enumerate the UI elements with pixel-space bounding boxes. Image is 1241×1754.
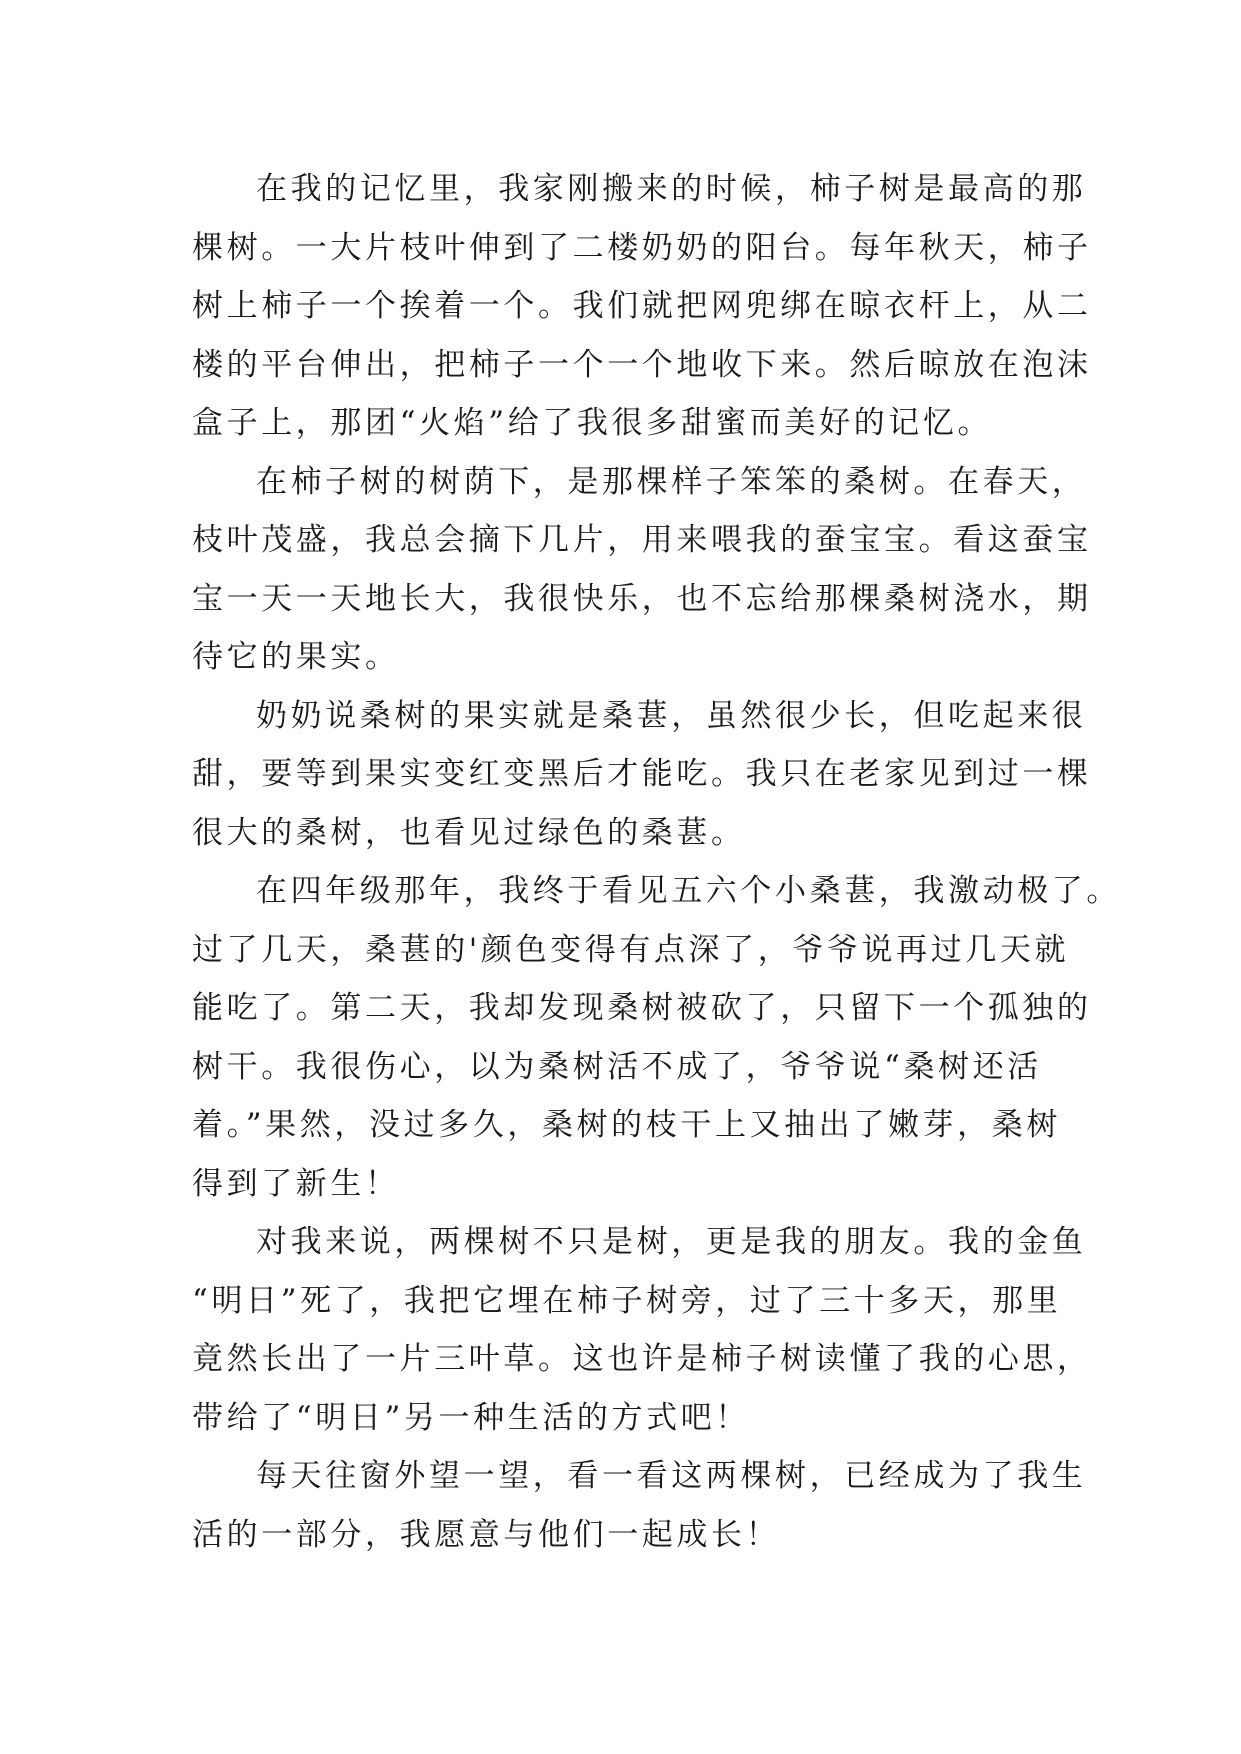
- text-line: 枝叶茂盛，我总会摘下几片，用来喂我的蚕宝宝。看这蚕宝: [192, 522, 1092, 558]
- paragraph-4: [192, 862, 1121, 1213]
- text-line: “明日”死了，我把它埋在柿子树旁，过了三十多天，那里: [192, 1282, 1062, 1319]
- text-line: 甜，要等到果实变红变黑后才能吃。我只在老家见到过一棵: [192, 756, 1092, 792]
- text-line: 棵树。一大片枝叶伸到了二楼奶奶的阳台。每年秋天，柿子: [192, 229, 1092, 266]
- paragraph-1: [192, 160, 1092, 453]
- text-line: 在柿子树的树荫下，是那棵样子笨笨的桑树。在春天，: [256, 463, 1087, 500]
- paragraph-2: [192, 453, 1092, 687]
- text-line: 盒子上，那团“火焰”给了我很多甜蜜而美好的记忆。: [192, 405, 993, 441]
- text-line: 每天往窗外望一望，看一看这两棵树，已经成为了我生: [256, 1458, 1087, 1494]
- text-line: 活的一部分，我愿意与他们一起成长！: [192, 1516, 781, 1553]
- text-line: 很大的桑树，也看见过绿色的桑葚。: [192, 814, 746, 851]
- text-line: 树上柿子一个挨着一个。我们就把网兜绑在晾衣杆上，从二: [192, 288, 1092, 324]
- text-line: 奶奶说桑树的果实就是桑葚，虽然很少长，但吃起来很: [256, 697, 1087, 734]
- text-line: 竟然长出了一片三叶草。这也许是柿子树读懂了我的心思，: [192, 1341, 1092, 1377]
- text-line: 对我来说，两棵树不只是树，更是我的朋友。我的金鱼: [256, 1224, 1087, 1260]
- text-line: 带给了“明日”另一种生活的方式吧！: [192, 1399, 750, 1436]
- text-line: 得到了新生！: [192, 1165, 400, 1202]
- text-line: 树干。我很伤心，以为桑树活不成了，爷爷说“桑树还活: [192, 1048, 1042, 1085]
- paragraph-6: [192, 1447, 1087, 1564]
- text-line: 在我的记忆里，我家刚搬来的时候，柿子树是最高的那: [256, 171, 1087, 207]
- text-line: 在四年级那年，我终于看见五六个小桑葚，我激动极了。: [256, 873, 1121, 909]
- text-line: 着。”果然，没过多久，桑树的枝干上又抽出了嫩芽，桑树: [192, 1107, 1061, 1143]
- paragraph-5: [192, 1213, 1092, 1447]
- text-line: 能吃了。第二天，我却发现桑树被砍了，只留下一个孤独的: [192, 990, 1092, 1026]
- paragraph-3: [192, 687, 1092, 863]
- text-line: 宝一天一天地长大，我很快乐，也不忘给那棵桑树浇水，期: [192, 580, 1092, 617]
- text-line: 过了几天，桑葚的'颜色变得有点深了，爷爷说再过几天就: [192, 931, 1070, 968]
- text-line: 待它的果实。: [192, 639, 400, 675]
- text-line: 楼的平台伸出，把柿子一个一个地收下来。然后晾放在泡沫: [192, 346, 1092, 383]
- essay-body: [192, 160, 1121, 1564]
